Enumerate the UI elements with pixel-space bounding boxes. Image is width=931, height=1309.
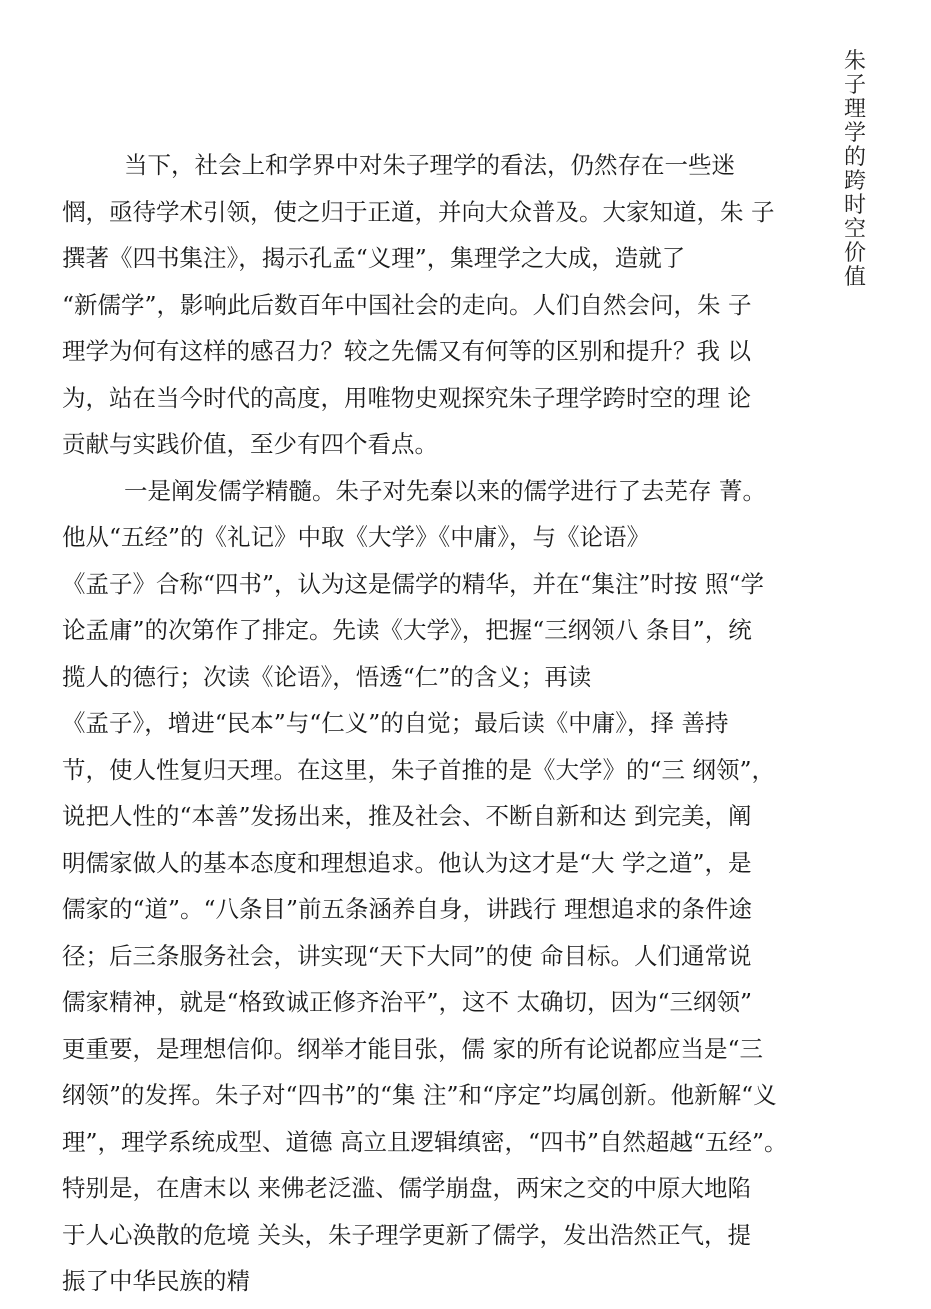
text-line-6: 为，站在当今时代的高度，用唯物史观探究朱子理学跨时空的理 论 — [62, 383, 751, 412]
text-line-4: “新儒学”，影响此后数百年中国社会的走向。人们自然会问，朱 子 — [62, 290, 752, 319]
text-line-25: 振了中华民族的精 — [62, 1267, 250, 1295]
text-line-10: 《孟子》合称“四书”，认为这是儒学的精华，并在“集注”时按 照“学 — [62, 569, 765, 598]
text-line-15: 说把人性的“本善”发扬出来，推及社会、不断自新和达 到完美，阐 — [62, 802, 752, 830]
text-line-11: 论孟庸”的次第作了排定。先读《大学》，把握“三纲领八 条目”，统 — [62, 616, 752, 644]
text-line-13: 《孟子》，增进“民本”与“仁义”的自觉；最后读《中庸》，择 善持 — [62, 709, 729, 737]
text-line-9: 他从“五经”的《礼记》中取《大学》《中庸》，与《论语》 — [62, 523, 651, 551]
text-line-3: 撰著《四书集注》，揭示孔孟“义理”，集理学之大成，造就了 — [62, 244, 686, 272]
text-line-21: 纲领”的发挥。朱子对“四书”的“集 注”和“序定”均属创新。他新解“义 — [62, 1081, 777, 1109]
text-line-1: 当下，社会上和学界中对朱子理学的看法，仍然存在一些迷 — [124, 151, 735, 179]
text-line-18: 径；后三条服务社会，讲实现“天下大同”的使 命目标。人们通常说 — [62, 941, 752, 970]
text-line-19: 儒家精神，就是“格致诚正修齐治平”，这不 太确切，因为“三纲领” — [62, 988, 753, 1016]
text-line-12: 揽人的德行；次读《论语》，悟透“仁”的含义；再读 — [62, 662, 592, 691]
text-line-20: 更重要，是理想信仰。纲举才能目张，儒 家的所有论说都应当是“三 — [62, 1034, 763, 1063]
text-line-16: 明儒家做人的基本态度和理想追求。他认为这才是“大 学之道”，是 — [62, 848, 752, 877]
text-line-24: 于人心涣散的危境 关头，朱子理学更新了儒学，发出浩然正气，提 — [62, 1220, 751, 1249]
text-line-5: 理学为何有这样的感召力？较之先儒又有何等的区别和提升？我 以 — [62, 337, 751, 365]
text-line-17: 儒家的“道”。“八条目”前五条涵养自身，讲践行 理想追求的条件途 — [62, 895, 753, 923]
text-line-8: 一是阐发儒学精髓。朱子对先秦以来的儒学进行了去芜存 菁。 — [124, 476, 766, 505]
text-line-7: 贡献与实践价值，至少有四个看点。 — [62, 430, 438, 458]
text-line-2: 惘，亟待学术引领，使之归于正道，并向大众普及。大家知道，朱 子 — [62, 197, 775, 226]
text-line-22: 理”，理学系统成型、道德 高立且逻辑缜密，“四书”自然超越“五经”。 — [62, 1127, 788, 1156]
text-line-23: 特别是，在唐末以 来佛老泛滥、儒学崩盘，两宋之交的中原大地陷 — [62, 1174, 751, 1202]
running-header-title: 朱子理学的跨时空价值 — [843, 49, 866, 290]
body-text — [62, 142, 802, 1305]
text-line-14: 节，使人性复归天理。在这里，朱子首推的是《大学》的“三 纲领”， — [62, 755, 775, 784]
